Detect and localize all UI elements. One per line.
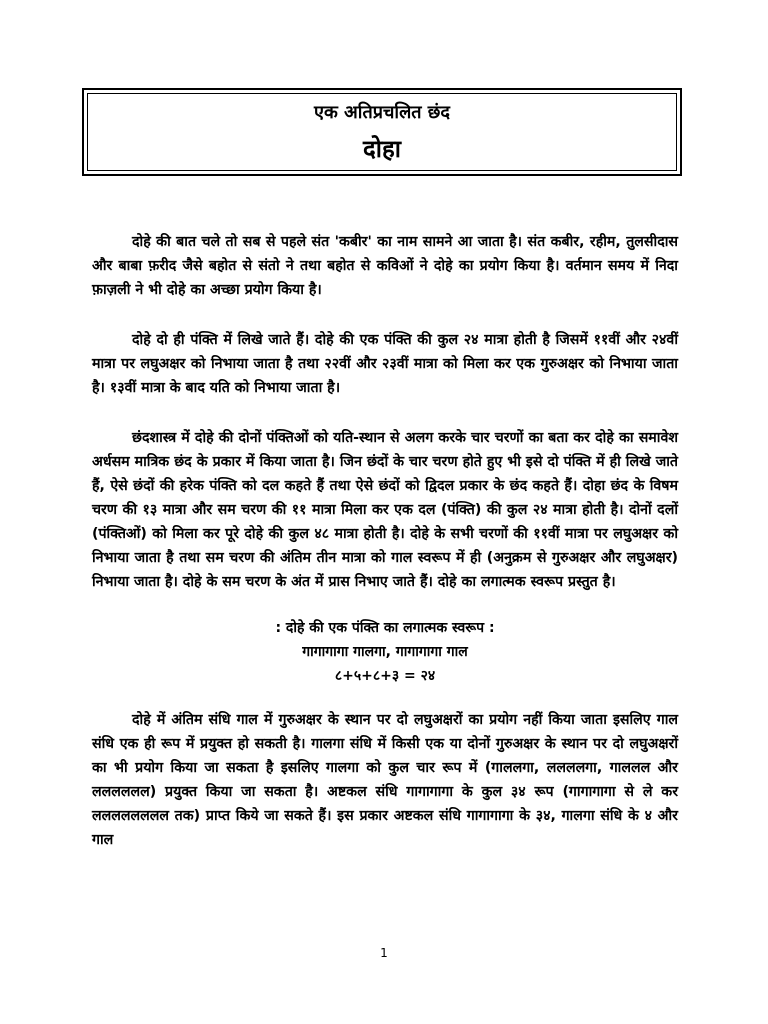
structure-pattern: गागागागा गालगा, गागागागा गाल <box>302 644 468 660</box>
paragraph-intro: दोहे की बात चले तो सब से पहले संत 'कबीर' का नाम सामने आ जाता है। संत कबीर, रहीम, तुलसीदास और बाबा फ़रीद जैसे बहोत से संतो ने तथा बहोत से कविओं ने दोहे का प्रयोग किया है। वर्तमान समय में निदा फ़ाज़ली ने भी दोहे का अच्छा प्रयोग किया है। <box>92 234 678 298</box>
page-number: 1 <box>380 946 388 960</box>
structure-heading: : दोहे की एक पंक्ति का लगात्मक स्वरूप : <box>275 620 495 636</box>
title-box <box>82 88 682 176</box>
title-inner-border <box>87 93 677 171</box>
page-title: दोहा <box>363 135 401 163</box>
paragraph-sandhi: दोहे में अंतिम संधि गाल में गुरुअक्षर के स्थान पर दो लघुअक्षरों का प्रयोग नहीं किया जाता इसलिए गाल संधि एक ही रूप में प्रयुक्त हो सकती है। गालगा संधि में किसी एक या दोनों गुरुअक्षर के स्थान पर दो लघुअक्षरों का भी प्रयोग किया जा सकता है इसलिए गालगा को कुल चार रूप में (गाललगा, ललललगा, गाललल और लललललल) प्रयुक्त किया जा सकता है। अष्टकल संधि गागागागा के कुल ३४ रूप (गागागागा से ले कर लललललललल तक) प्राप्त किये जा सकते हैं। इस प्रकार अष्टकल संधि गागागागा के ३४, गालगा संधि के ४ और गाल <box>92 712 678 848</box>
paragraph-chhandshastra: छंदशास्त्र में दोहे की दोनों पंक्तिओं को यति-स्थान से अलग करके चार चरणों का बता कर दोहे का समावेश अर्धसम मात्रिक छंद के प्रकार में किया जाता है। जिन छंदों के चार चरण होते हुए भी इसे दो पंक्ति में ही लिखे जाते हैं, ऐसे छंदों की हरेक पंक्ति को दल कहते हैं तथा ऐसे छंदों को द्विदल प्रकार के छंद कहते हैं। दोहा छंद के विषम चरण की १३ मात्रा और सम चरण की ११ मात्रा मिला कर एक दल (पंक्ति) की कुल २४ मात्रा होती है। दोनों दलों (पंक्तिओं) को मिला कर पूरे दोहे की कुल ४८ मात्रा होती है। दोहे के सभी चरणों की ११वीं मात्रा पर लघुअक्षर को निभाया जाता है तथा सम चरण की अंतिम तीन मात्रा को गाल स्वरूप में ही (अनुक्रम से गुरुअक्षर और लघुअक्षर) निभाया जाता है। दोहे के सम चरण के अंत में प्रास निभाए जाते हैं। दोहे का लगात्मक स्वरूप प्रस्तुत है। <box>92 430 678 590</box>
paragraph-matra: दोहे दो ही पंक्ति में लिखे जाते हैं। दोहे की एक पंक्ति की कुल २४ मात्रा होती है जिसमें ११वीं और २४वीं मात्रा पर लघुअक्षर को निभाया जाता है तथा २२वीं और २३वीं मात्रा को मिला कर एक गुरुअक्षर को निभाया जाता है। १३वीं मात्रा के बाद यति को निभाया जाता है। <box>92 332 678 396</box>
page-subtitle: एक अतिप्रचलित छंद <box>314 102 450 123</box>
structure-block <box>92 616 678 688</box>
document-body <box>92 230 678 878</box>
structure-formula: ८+५+८+३ = २४ <box>334 668 436 684</box>
